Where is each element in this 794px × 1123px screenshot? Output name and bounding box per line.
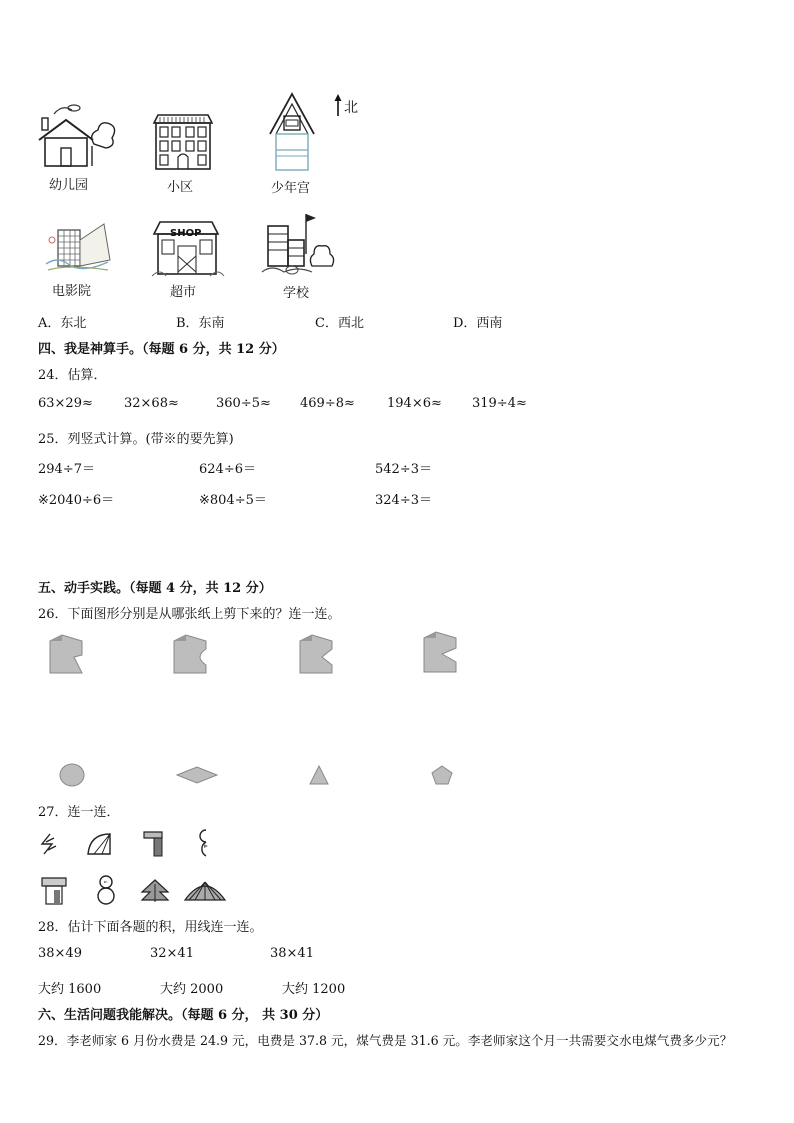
option-c: C．西北 [315,316,364,331]
estimate-item: 469÷8≈ [300,396,355,411]
school-icon [262,212,340,278]
folded-paper-3-icon [298,633,334,677]
north-label: 北 [344,100,358,116]
place-label-youth-palace: 少年宫 [271,181,311,196]
supermarket-icon [152,216,224,280]
snowman-icon [94,874,118,906]
rhombus-shape [176,766,218,784]
q29-text: 29．李老师家 6 月份水费是 24.9 元，电费是 37.8 元，煤气费是 31.6 元。李老师家这个月一共需要交水电煤气费多少元？ [38,1033,733,1048]
place-label-school: 学校 [283,286,310,301]
place-label-kindergarten: 幼儿园 [49,178,89,193]
calc-item: 542÷3＝ [375,462,432,477]
section-6-heading: 六、生活问题我能解决。（每题 6 分， 共 30 分） [38,1008,329,1023]
estimate-item: 194×6≈ [387,396,442,411]
option-d: D．西南 [453,316,503,331]
option-a: A．东北 [38,316,87,331]
q28-label: 28．估计下面各题的积，用线连一连。 [38,920,263,935]
calc-item: 324÷3＝ [375,493,432,508]
calc-item: 294÷7＝ [38,462,95,477]
q28-expression: 38×41 [270,946,314,961]
calc-item: ※804÷5＝ [199,493,267,508]
q25-label: 25．列竖式计算。(带※的要先算) [38,432,234,447]
north-arrow-icon [333,94,343,118]
half-house-icon [142,830,164,858]
youth-palace-icon [266,92,318,174]
q28-expression: 32×41 [150,946,194,961]
place-label-residential: 小区 [167,180,194,195]
q28-expression: 38×49 [38,946,82,961]
kindergarten-icon [36,100,116,170]
shop-sign: SHOP [170,228,202,239]
triangle-shape [309,765,329,785]
q27-label: 27．连一连． [38,805,120,820]
estimate-item: 319÷4≈ [472,396,527,411]
folded-paper-1-icon [48,633,84,677]
section-4-heading: 四、我是神算手。（每题 6 分，共 12 分） [38,342,285,357]
calc-item: ※2040÷6＝ [38,493,115,508]
q24-label: 24．估算． [38,368,107,383]
umbrella-icon [183,878,227,904]
tree-icon [140,878,170,904]
half-snowman-icon [194,828,210,858]
half-umbrella-icon [86,830,112,856]
section-5-heading: 五、动手实践。（每题 4 分，共 12 分） [38,581,272,596]
folded-paper-4-icon [422,630,458,676]
circle-shape [58,763,86,787]
calc-item: 624÷6＝ [199,462,256,477]
place-label-supermarket: 超市 [170,285,197,300]
half-lightning-icon [40,832,60,856]
residential-building-icon [152,113,214,171]
q28-estimate: 大约 1600 [38,982,102,997]
place-label-cinema: 电影院 [52,284,92,299]
q26-label: 26．下面图形分别是从哪张纸上剪下来的？连一连。 [38,607,341,622]
house-icon [40,876,68,906]
estimate-item: 63×29≈ [38,396,93,411]
q28-estimate: 大约 1200 [282,982,346,997]
cinema-icon [44,220,114,278]
estimate-item: 360÷5≈ [216,396,271,411]
q28-estimate: 大约 2000 [160,982,224,997]
pentagon-shape [431,765,453,785]
option-b: B．东南 [176,316,225,331]
folded-paper-2-icon [172,633,208,677]
estimate-item: 32×68≈ [124,396,179,411]
